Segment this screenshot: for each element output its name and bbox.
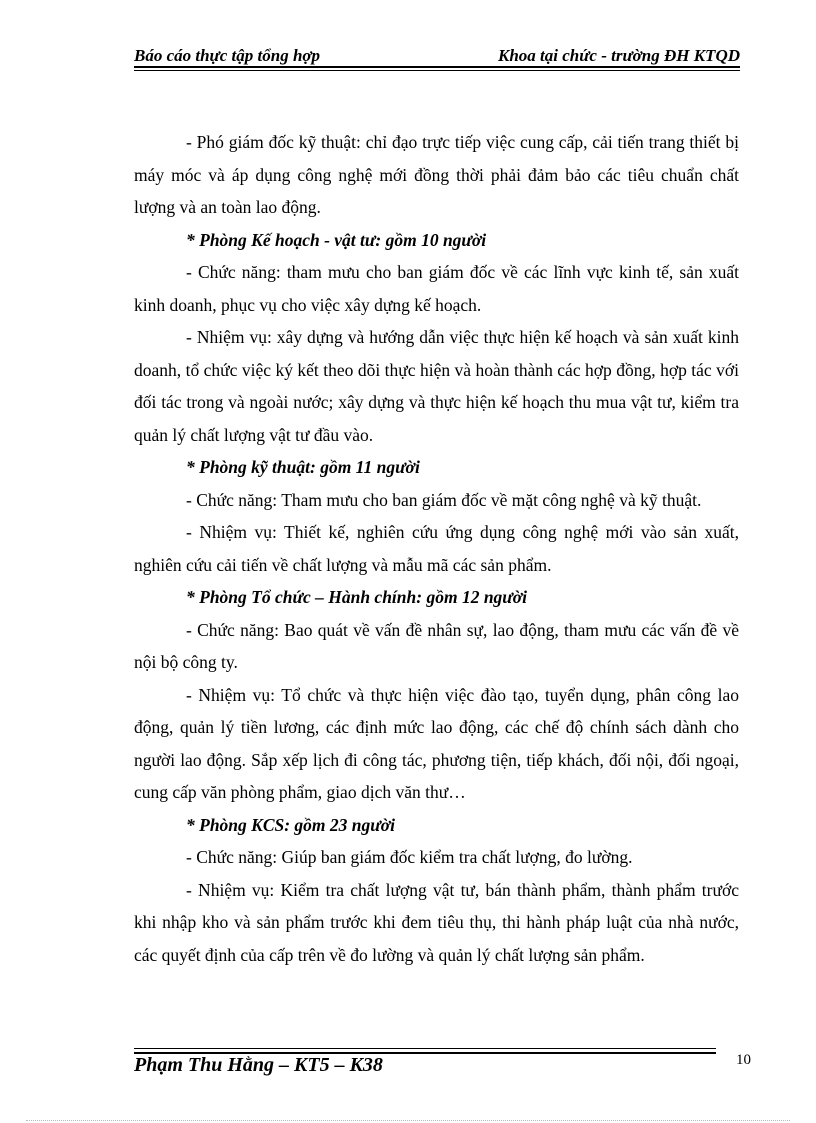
paragraph: - Chức năng: Bao quát về vấn đề nhân sự, lao động, tham mưu các vấn đề về nội bộ công ty.	[134, 619, 739, 672]
paragraph: - Nhiệm vụ: Kiểm tra chất lượng vật tư, bán thành phẩm, thành phẩm trước khi nhập kho và sản phẩm trước khi đem tiêu thụ, thi hành pháp luật của nhà nước, các quyết định của cấp trên về đo lường và quản lý chất lượng sản phẩm.	[134, 879, 739, 965]
header-faculty: Khoa tại chức - trường ĐH KTQD	[497, 46, 740, 65]
section-heading: * Phòng Tổ chức – Hành chính: gồm 12 người	[186, 587, 528, 607]
section-heading: * Phòng kỹ thuật: gồm 11 người	[186, 457, 420, 477]
page-header	[134, 44, 740, 66]
paragraph: - Nhiệm vụ: Thiết kế, nghiên cứu ứng dụng công nghệ mới vào sản xuất, nghiên cứu cải tiến về chất lượng và mẫu mã các sản phẩm.	[134, 522, 739, 575]
footer-author: Phạm Thu Hằng – KT5 – K38	[134, 1054, 383, 1076]
header-divider	[134, 66, 740, 68]
paragraph: - Chức năng: tham mưu cho ban giám đốc về các lĩnh vực kinh tế, sản xuất kinh doanh, phục vụ cho việc xây dựng kế hoạch.	[134, 262, 739, 315]
header-report-title: Báo cáo thực tập tổng hợp	[134, 46, 321, 65]
section-heading: * Phòng Kế hoạch - vật tư: gồm 10 người	[186, 229, 487, 250]
paragraph: - Chức năng: Giúp ban giám đốc kiểm tra chất lượng, đo lường.	[186, 847, 633, 867]
page-edge-divider	[26, 1120, 790, 1121]
header-divider-thin	[134, 70, 740, 71]
paragraph: - Nhiệm vụ: Tổ chức và thực hiện việc đào tạo, tuyển dụng, phân công lao động, quản lý tiền lương, các định mức lao động, các chế độ chính sách dành cho người lao động. Sắp xếp lịch đi công tác, phương tiện, tiếp khách, đối nội, đối ngoại, cung cấp văn phòng phẩm, giao dịch văn thư…	[134, 684, 739, 802]
paragraph: - Chức năng: Tham mưu cho ban giám đốc về mặt công nghệ và kỹ thuật.	[186, 489, 702, 510]
document-body	[134, 126, 739, 971]
footer-divider-thin	[134, 1048, 716, 1049]
paragraph: - Nhiệm vụ: xây dựng và hướng dẫn việc thực hiện kế hoạch và sản xuất kinh doanh, tổ chức việc ký kết theo dõi thực hiện và hoàn thành các hợp đồng, hợp tác với đối tác trong và ngoài nước; xây dựng và thực hiện kế hoạch thu mua vật tư, kiểm tra quản lý chất lượng vật tư đầu vào.	[134, 327, 739, 445]
paragraph: - Phó giám đốc kỹ thuật: chỉ đạo trực tiếp việc cung cấp, cải tiến trang thiết bị máy móc và áp dụng công nghệ mới đồng thời phải đảm bảo các tiêu chuẩn chất lượng và an toàn lao động.	[134, 132, 739, 217]
page-number: 10	[736, 1052, 751, 1068]
section-heading: * Phòng KCS: gồm 23 người	[186, 814, 396, 835]
